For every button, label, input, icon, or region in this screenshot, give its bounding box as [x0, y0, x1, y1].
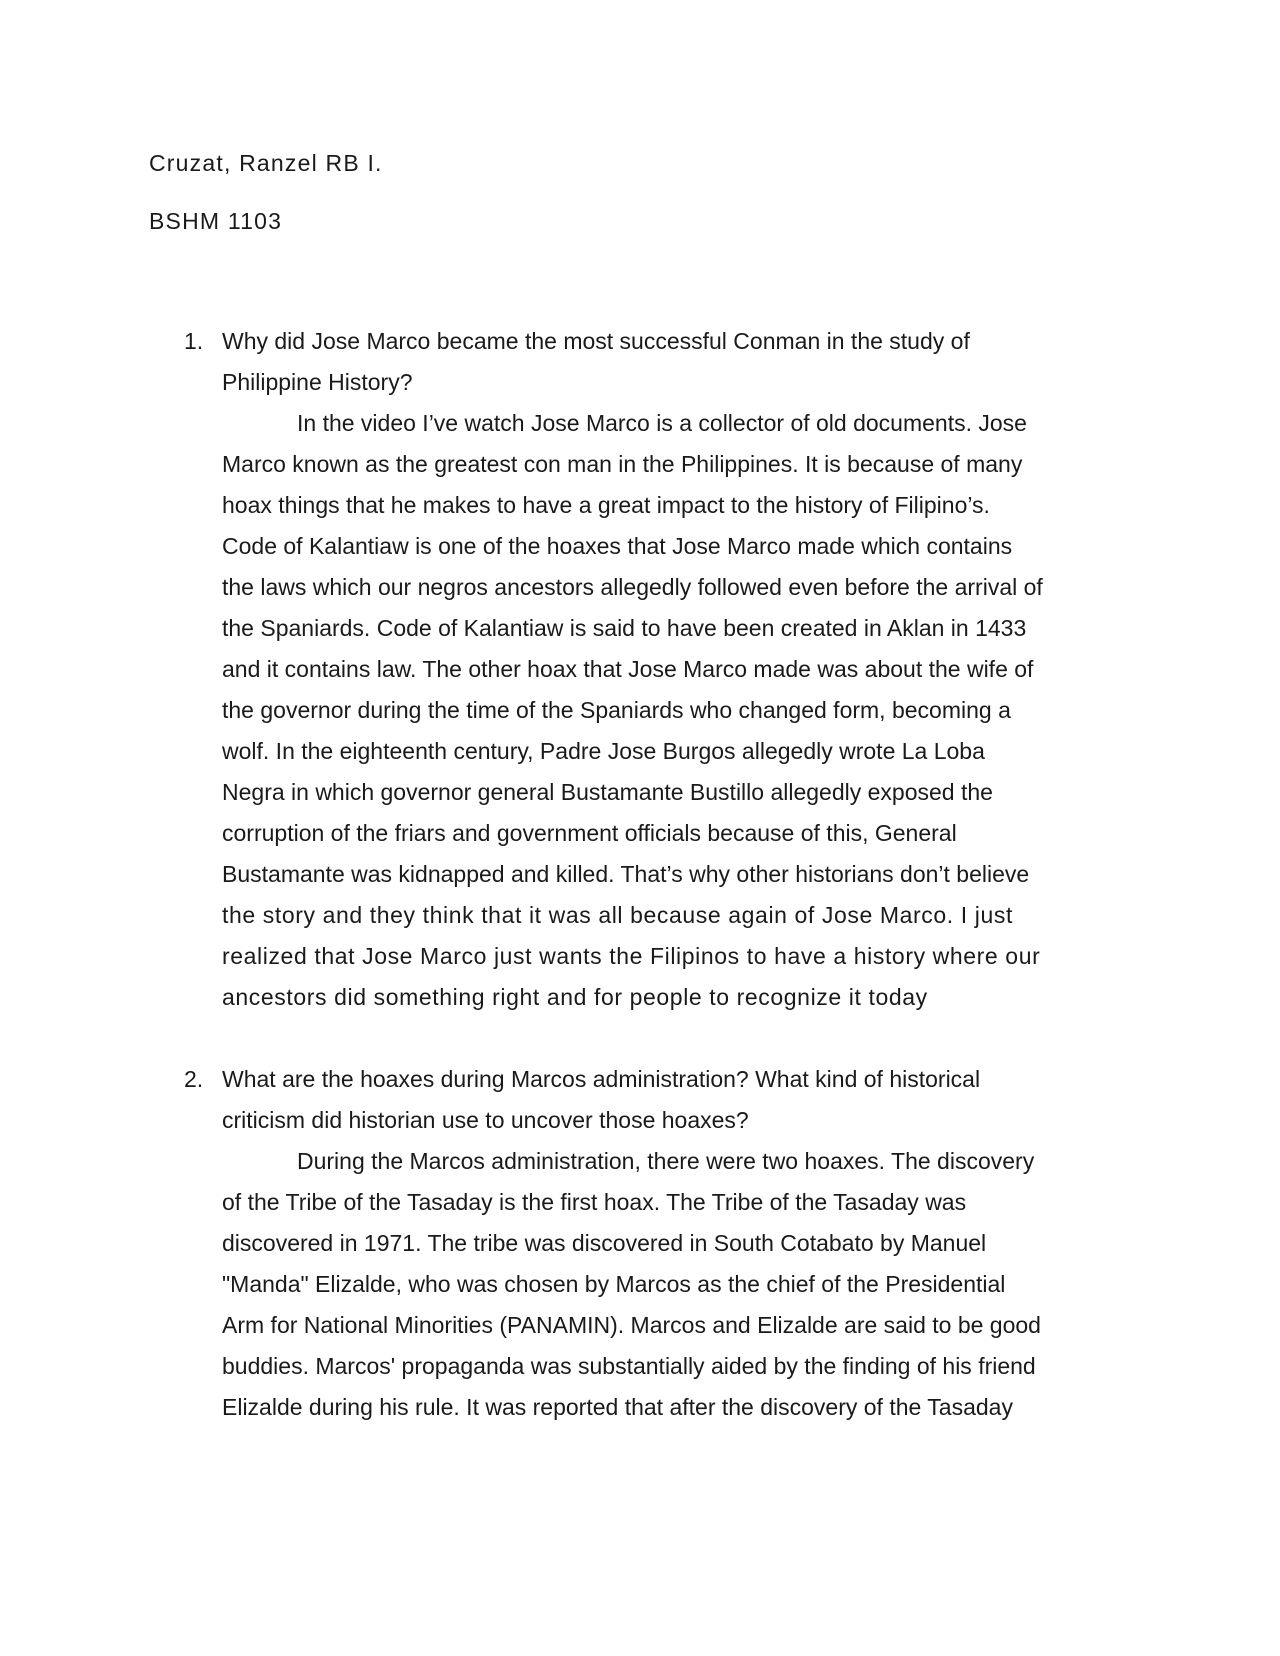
answer-line: Marco known as the greatest con man in the Philippines. It is because of many [222, 451, 1023, 477]
answer-line: discovered in 1971. The tribe was discovered in South Cotabato by Manuel [222, 1230, 987, 1256]
answer-line: corruption of the friars and government officials because of this, General [222, 820, 957, 846]
question-number: 2. [184, 1066, 204, 1092]
answer-line: realized that Jose Marco just wants the Filipinos to have a history where our [222, 943, 1041, 969]
answer-line: buddies. Marcos' propaganda was substantially aided by the finding of his friend [222, 1353, 1036, 1379]
answer-line: and it contains law. The other hoax that Jose Marco made was about the wife of [222, 656, 1034, 682]
answer-line: the story and they think that it was all because again of Jose Marco. I just [222, 902, 1013, 928]
question-line: Philippine History? [222, 369, 413, 395]
section-code: BSHM 1103 [149, 208, 283, 234]
student-name: Cruzat, Ranzel RB I. [149, 150, 383, 176]
answer-line: wolf. In the eighteenth century, Padre Jose Burgos allegedly wrote La Loba [222, 738, 985, 764]
answer-line: Arm for National Minorities (PANAMIN). Marcos and Elizalde are said to be good [222, 1312, 1041, 1338]
question-line: What are the hoaxes during Marcos administration? What kind of historical [222, 1066, 981, 1092]
question-line: criticism did historian use to uncover those hoaxes? [222, 1107, 749, 1133]
answer-line: hoax things that he makes to have a great impact to the history of Filipino’s. [222, 492, 990, 518]
answer-line: Bustamante was kidnapped and killed. That’s why other historians don’t believe [222, 861, 1030, 887]
answer-line: the governor during the time of the Spaniards who changed form, becoming a [222, 697, 1011, 723]
answer-line: Negra in which governor general Bustamante Bustillo allegedly exposed the [222, 779, 993, 805]
answer-line: Elizalde during his rule. It was reported that after the discovery of the Tasaday [222, 1394, 1013, 1420]
answer-line: of the Tribe of the Tasaday is the first hoax. The Tribe of the Tasaday was [222, 1189, 967, 1215]
answer-line: "Manda" Elizalde, who was chosen by Marcos as the chief of the Presidential [222, 1271, 1006, 1297]
answer-line: ancestors did something right and for people to recognize it today [222, 984, 928, 1010]
answer-line: In the video I’ve watch Jose Marco is a collector of old documents. Jose [297, 410, 1027, 436]
answer-line: Code of Kalantiaw is one of the hoaxes that Jose Marco made which contains [222, 533, 1013, 559]
question-line: Why did Jose Marco became the most successful Conman in the study of [222, 328, 970, 354]
question-number: 1. [184, 328, 204, 354]
answer-line: During the Marcos administration, there were two hoaxes. The discovery [297, 1148, 1035, 1174]
answer-line: the laws which our negros ancestors allegedly followed even before the arrival of [222, 574, 1043, 600]
answer-line: the Spaniards. Code of Kalantiaw is said to have been created in Aklan in 1433 [222, 615, 1027, 641]
